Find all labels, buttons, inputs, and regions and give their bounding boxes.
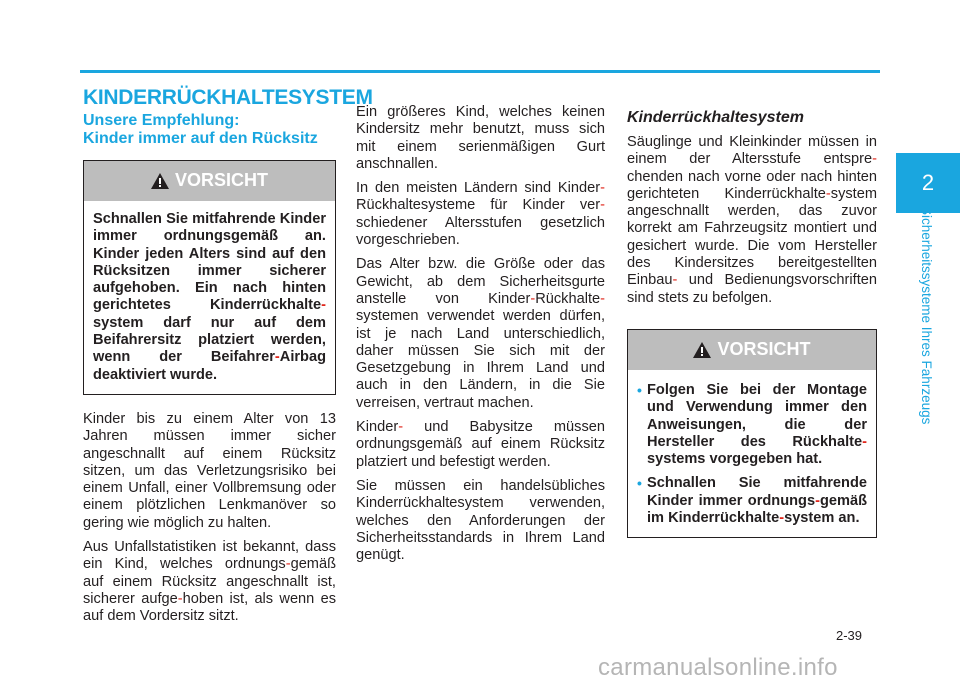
caution-header [628,330,876,370]
body-paragraph: Säuglinge und Kleinkinder müssen in einem der Altersstufe entspre-chenden nach vorne oder nach hinten gerichteten Kinderrückhalte-system angeschnallt werden, das zuvor korrekt am Fahrzeugsitz montiert und gesichert wurde. Die vom Hersteller des Kindersitzes bereitgestellten Einbau- und Bedienungsvorschriften sind stets zu befolgen. [627,134,877,306]
child-restraint-heading: Kinderrückhaltesystem [627,109,804,126]
chapter-tab: 2 [896,153,960,213]
body-paragraph: Aus Unfallstatistiken ist bekannt, dass ein Kind, welches ordnungs-gemäß auf einem Rücksitz angeschnallt ist, sicherer aufge-hoben ist, als wenn es auf dem Vordersitz sitzt. [83,539,337,625]
caution-bullets [628,370,876,537]
bullet-text: Folgen Sie bei der Montage und Verwendung immer den Anweisungen, die der Hersteller des Rückhalte-systems vorgegeben hat. [647,381,867,468]
recommendation-heading-line2: Kinder immer auf den Rücksitz [83,130,318,147]
section-title: KINDERRÜCKHALTESYSTEM [83,86,373,109]
body-paragraph: Ein größeres Kind, welches keinen Kindersitz mehr benutzt, muss sich mit einem serienmäßigen Gurt anschnallen. [356,104,605,172]
caution-label: VORSICHT [174,170,268,191]
body-paragraph: Kinder bis zu einem Alter von 13 Jahren müssen immer sicher angeschnallt auf einem Rücksitz sitzen, um das Verletzungsrisiko bei einem Unfall, einer Vollbremsung oder einem plötzlichen Lenkmanöver so gering wie möglich zu halten. [83,410,336,531]
chapter-title: Sicherheitssysteme Ihres Fahrzeugs [919,206,934,425]
column-1 [83,112,336,633]
bullet-icon: • [637,381,642,398]
recommendation-heading-line1: Unsere Empfehlung: [83,112,240,129]
warning-triangle-icon [151,173,169,189]
caution-header [84,161,335,201]
caution-box-front-seat [83,160,336,395]
caution-text: Schnallen Sie mitfahrende Kinder immer ordnungsgemäß an. Kinder jeden Alters sind auf den Rücksitzen immer sicherer aufgehoben. Ein nach hinten gerichtetes Kinderrückhalte-system darf nur auf dem Beifahrersitz platziert werden, wenn der Beifahrer-Airbag deaktiviert wurde. [93,211,326,383]
column-3 [627,108,877,538]
body-paragraph: Sie müssen ein handelsübliches Kinderrückhaltesystem verwenden, welches den Anforderungen der Sicherheitsstandards in Ihrem Land genügt. [356,477,605,564]
watermark: carmanualsonline.info [598,654,838,681]
column-2 [356,104,605,571]
recommendation-heading [83,112,336,148]
list-item [637,382,867,468]
list-item [637,475,867,527]
caution-box-installation [627,329,877,538]
bullet-text: Schnallen Sie mitfahrende Kinder immer ordnungs-gemäß im Kinderrückhalte-system an. [647,475,867,527]
top-rule [80,70,880,73]
caution-label: VORSICHT [717,339,811,360]
body-paragraph: Das Alter bzw. die Größe oder das Gewicht, ab dem Sicherheitsgurte anstelle von Kinder-Rückhalte-systemen verwendet werden dürfen, ist je nach Land unterschiedlich, daher müssen Sie sich mit der Gesetzgebung in Ihrem Land und auch in den Ländern, in die Sie verreisen, vertraut machen. [356,256,605,411]
warning-triangle-icon [693,342,711,358]
bullet-icon: • [637,475,642,492]
body-paragraph: Kinder- und Babysitze müssen ordnungsgemäß auf einem Rücksitz platziert und befestigt werden. [356,419,605,470]
body-paragraph: In den meisten Ländern sind Kinder-Rückhaltesysteme für Kinder ver-schiedener Altersstufen gesetzlich vorgeschrieben. [356,180,605,249]
page-number: 2-39 [836,628,863,643]
